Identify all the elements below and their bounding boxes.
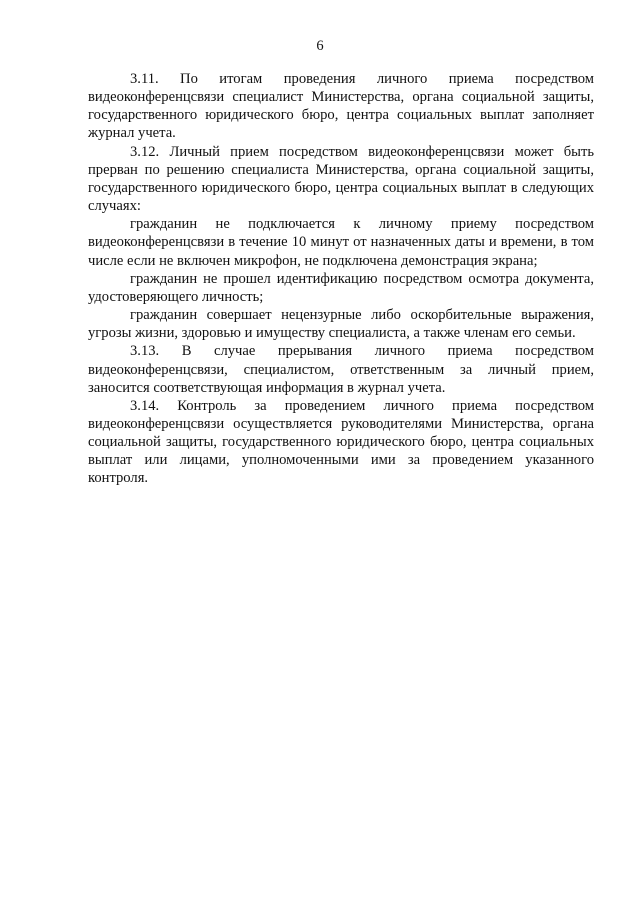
list-item-case-offensive-language: гражданин совершает нецензурные либо оскорбительные выражения, угрозы жизни, здоровью и имуществу специалиста, а также членам его семьи. <box>88 307 594 342</box>
list-item-case-no-identification: гражданин не прошел идентификацию посредством осмотра документа, удостоверяющего личность; <box>88 270 594 305</box>
paragraph-3-11: 3.11. По итогам проведения личного приема посредством видеоконференцсвязи специалист Министерства, органа социальной защиты, государственного юридического бюро, центра социальных выплат заполняет журнал учета. <box>88 71 594 142</box>
document-body <box>88 70 594 488</box>
list-item-case-no-connection: гражданин не подключается к личному приему посредством видеоконференцсвязи в течение 10 минут от назначенных даты и времени, в том числе если не включен микрофон, не подключена демонстрация экрана; <box>88 216 594 269</box>
paragraph-3-12: 3.12. Личный прием посредством видеоконференцсвязи может быть прерван по решению специалиста Министерства, органа социальной защиты, государственного юридического бюро, центра социальных выплат в следующих случаях: <box>88 143 594 215</box>
paragraph-3-13: 3.13. В случае прерывания личного приема посредством видеоконференцсвязи, специалистом, ответственным за личный прием, заносится соответствующая информация в журнал учета. <box>88 343 594 396</box>
page-number: 6 <box>316 38 324 54</box>
paragraph-3-14: 3.14. Контроль за проведением личного приема посредством видеоконференцсвязи осуществляется руководителями Министерства, органа социальной защиты, государственного юридического бюро, центра социальных выплат или лицами, уполномоченными ими за проведением указанного контроля. <box>88 397 594 487</box>
